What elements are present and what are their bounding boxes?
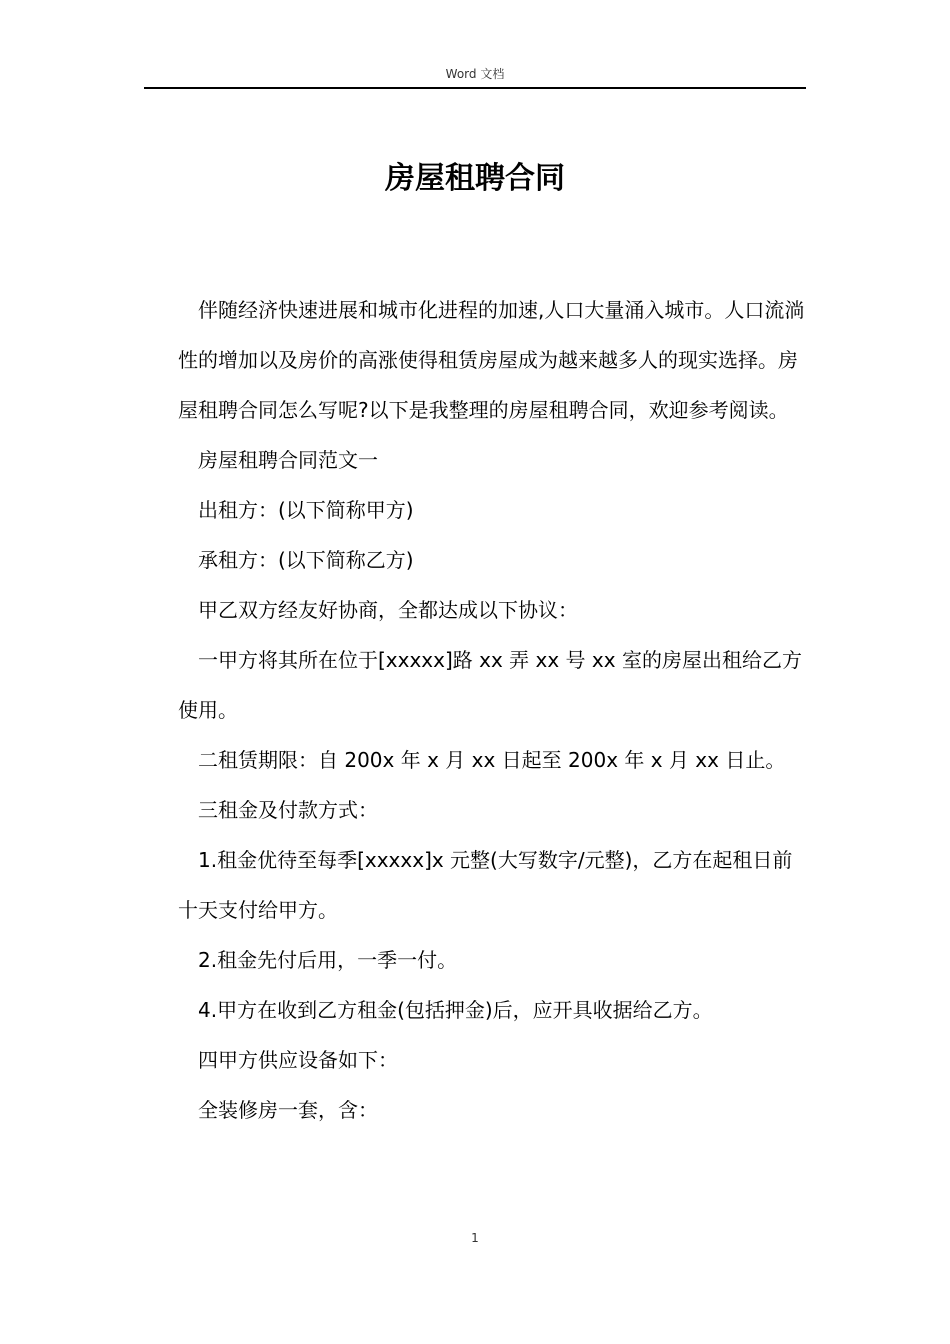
paragraph-lessor: 出租方：(以下简称甲方)	[198, 498, 414, 522]
document-title: 房屋租聘合同	[385, 161, 565, 196]
page-header: Word 文档	[445, 67, 505, 81]
paragraph-clause-3-2: 2.租金先付后用，一季一付。	[198, 948, 458, 972]
paragraph-intro: 伴随经济快速进展和城市化进程的加速,人口大量涌入城市。人口流淌性的增加以及房价的高涨使得租赁房屋成为越来越多人的现实选择。房屋租聘合同怎么写呢?以下是我整理的房屋租聘合同，欢迎参考阅读。	[178, 298, 805, 422]
paragraph-agreement: 甲乙双方经友好协商，全都达成以下协议：	[198, 598, 578, 622]
document-body	[178, 285, 808, 1135]
paragraph-clause-3-1: 1.租金优待至每季[xxxxx]x 元整(大写数字/元整)，乙方在起租日前十天支付给甲方。	[178, 848, 793, 922]
paragraph-clause-4-items: 全装修房一套，含：	[198, 1098, 378, 1122]
paragraph-clause-3: 三租金及付款方式：	[198, 798, 378, 822]
paragraph-lessee: 承租方：(以下简称乙方)	[198, 548, 414, 572]
paragraph-sample-heading: 房屋租聘合同范文一	[198, 448, 378, 472]
paragraph-clause-3-4: 4.甲方在收到乙方租金(包括押金)后，应开具收据给乙方。	[198, 998, 713, 1022]
paragraph-clause-1: 一甲方将其所在位于[xxxxx]路 xx 弄 xx 号 xx 室的房屋出租给乙方使用。	[178, 648, 802, 722]
page-number: 1	[471, 1231, 479, 1245]
header-divider	[144, 87, 806, 89]
paragraph-clause-2: 二租赁期限：自 200x 年 x 月 xx 日起至 200x 年 x 月 xx 日止。	[198, 748, 786, 772]
paragraph-clause-4: 四甲方供应设备如下：	[198, 1048, 398, 1072]
